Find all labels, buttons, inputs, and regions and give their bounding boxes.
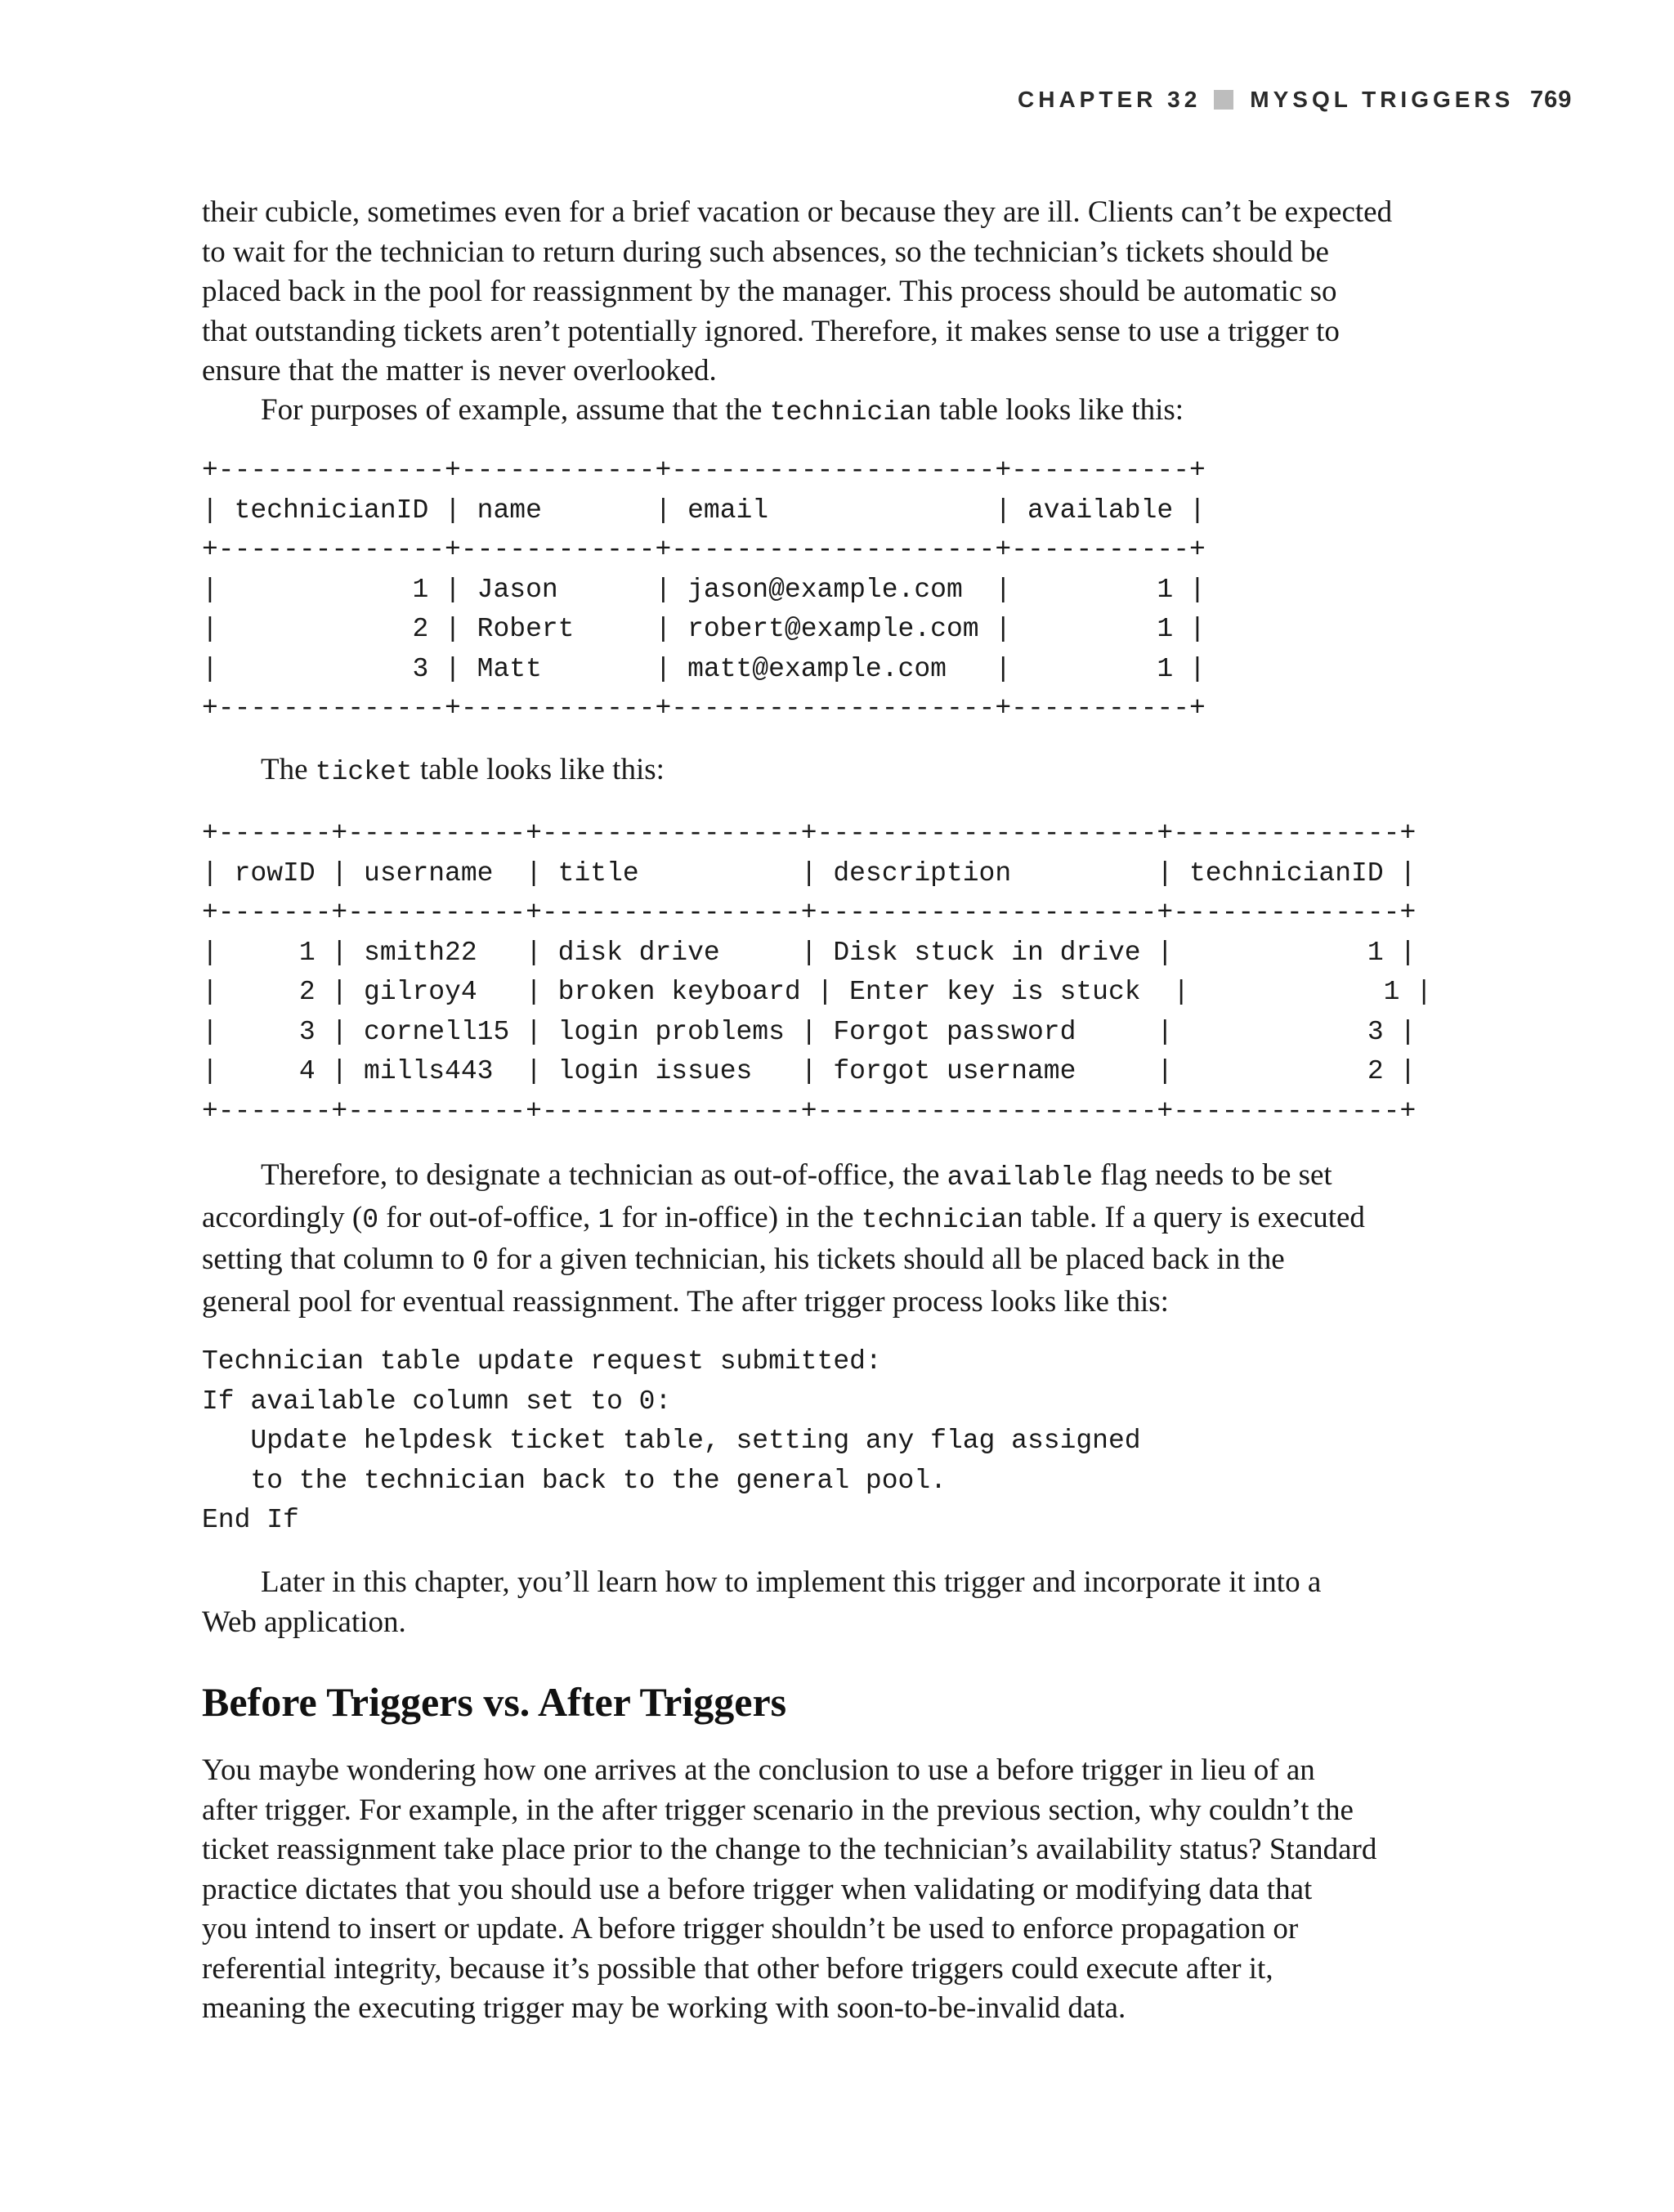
inline-code: 0 xyxy=(362,1204,379,1235)
text-line: meaning the executing trigger may be working with soon-to-be-invalid data. xyxy=(202,1991,1126,2025)
code-line: End If xyxy=(202,1505,299,1535)
text-run: Therefore, to designate a technician as out-of-office, the xyxy=(261,1158,947,1192)
paragraph-technician-intro xyxy=(202,391,1461,433)
inline-code: technician xyxy=(769,397,932,428)
table-line: | 1 | smith22 | disk drive | Disk stuck in drive | 1 | xyxy=(202,937,1417,968)
table-line: +-------+-----------+----------------+---------------------+--------------+ xyxy=(202,818,1417,849)
text-line: you intend to insert or update. A before trigger shouldn’t be used to enforce propagation or xyxy=(202,1912,1299,1946)
code-line: If available column set to 0: xyxy=(202,1386,672,1417)
text-run: accordingly ( xyxy=(202,1200,363,1234)
ticket-table xyxy=(202,814,1432,1131)
text-line xyxy=(202,1198,1461,1241)
paragraph-ticket-intro xyxy=(202,750,1461,793)
paragraph-later-in-chapter xyxy=(202,1563,1461,1642)
text-run: for a given technician, his tickets should all be placed back in the xyxy=(488,1243,1285,1276)
text-line: placed back in the pool for reassignment by the manager. This process should be automatic so xyxy=(202,275,1337,308)
text-run: For purposes of example, assume that the xyxy=(261,393,770,427)
text-line xyxy=(202,1240,1461,1283)
code-line: to the technician back to the general pool. xyxy=(202,1465,947,1496)
chapter-label: CHAPTER 32 xyxy=(1018,87,1202,112)
table-line: | 3 | Matt | matt@example.com | 1 | xyxy=(202,653,1206,684)
running-header xyxy=(1018,82,1514,118)
table-line: | 1 | Jason | jason@example.com | 1 | xyxy=(202,574,1206,605)
table-line: +--------------+------------+--------------------+-----------+ xyxy=(202,455,1206,486)
section-paragraph xyxy=(202,1751,1461,2029)
paragraph-out-of-office xyxy=(202,1156,1461,1322)
chapter-title: MYSQL TRIGGERS xyxy=(1250,87,1515,112)
text-line: that outstanding tickets aren’t potentially ignored. Therefore, it makes sense to use a trigger to xyxy=(202,314,1340,348)
inline-code: 1 xyxy=(598,1204,615,1235)
header-separator-square-icon xyxy=(1214,90,1233,110)
text-line: after trigger. For example, in the after trigger scenario in the previous section, why couldn’t the xyxy=(202,1793,1354,1827)
table-line: +--------------+------------+--------------------+-----------+ xyxy=(202,535,1206,565)
code-line: Update helpdesk ticket table, setting any flag assigned xyxy=(202,1426,1141,1456)
inline-code: technician xyxy=(861,1204,1023,1235)
text-run: table. If a query is executed xyxy=(1023,1200,1365,1234)
text-run: for in-office) in the xyxy=(614,1200,862,1234)
technician-table xyxy=(202,451,1206,729)
table-line: +--------------+------------+--------------------+-----------+ xyxy=(202,693,1206,723)
table-line: | 4 | mills443 | login issues | forgot username | 2 | xyxy=(202,1056,1417,1086)
text-line: practice dictates that you should use a before trigger when validating or modifying data that xyxy=(202,1872,1313,1906)
table-line: | 2 | Robert | robert@example.com | 1 | xyxy=(202,614,1206,644)
text-line: ensure that the matter is never overlooked. xyxy=(202,354,717,387)
text-line: Web application. xyxy=(202,1605,406,1639)
inline-code: 0 xyxy=(472,1247,489,1277)
table-line: +-------+-----------+----------------+---------------------+--------------+ xyxy=(202,898,1417,928)
text-run: flag needs to be set xyxy=(1092,1158,1332,1192)
text-run: The xyxy=(261,753,316,786)
text-line: You maybe wondering how one arrives at the conclusion to use a before trigger in lieu of an xyxy=(202,1753,1315,1787)
text-line: ticket reassignment take place prior to the change to the technician’s availability status? Standard xyxy=(202,1833,1377,1866)
text-line: general pool for eventual reassignment. The after trigger process looks like this: xyxy=(202,1284,1169,1319)
text-run: for out-of-office, xyxy=(378,1200,598,1234)
table-line: | rowID | username | title | description | technicianID | xyxy=(202,857,1417,889)
text-line: their cubicle, sometimes even for a brief vacation or because they are ill. Clients can’t be expected xyxy=(202,195,1393,229)
trigger-pseudocode xyxy=(202,1342,1141,1541)
section-heading: Before Triggers vs. After Triggers xyxy=(202,1679,787,1725)
code-line: Technician table update request submitted: xyxy=(202,1346,882,1377)
table-line: +-------+-----------+----------------+---------------------+--------------+ xyxy=(202,1095,1417,1126)
inline-code: ticket xyxy=(315,757,413,787)
text-line: Later in this chapter, you’ll learn how to implement this trigger and incorporate it into a xyxy=(261,1565,1322,1599)
text-line xyxy=(202,1156,1461,1198)
inline-code: available xyxy=(947,1162,1093,1193)
table-line: | 3 | cornell15 | login problems | Forgot password | 3 | xyxy=(202,1016,1417,1047)
text-run: setting that column to xyxy=(202,1243,472,1276)
table-line: | 2 | gilroy4 | broken keyboard | Enter key is stuck | 1 | xyxy=(202,977,1433,1007)
text-line: to wait for the technician to return during such absences, so the technician’s tickets should be xyxy=(202,235,1329,269)
text-run: table looks like this: xyxy=(931,393,1184,427)
text-run: table looks like this: xyxy=(412,753,665,786)
page-number: 769 xyxy=(1530,86,1573,113)
table-line: | technicianID | name | email | available | xyxy=(202,495,1206,526)
paragraph-continuation xyxy=(202,193,1461,392)
text-line: referential integrity, because it’s possible that other before triggers could execute after it, xyxy=(202,1951,1273,1986)
